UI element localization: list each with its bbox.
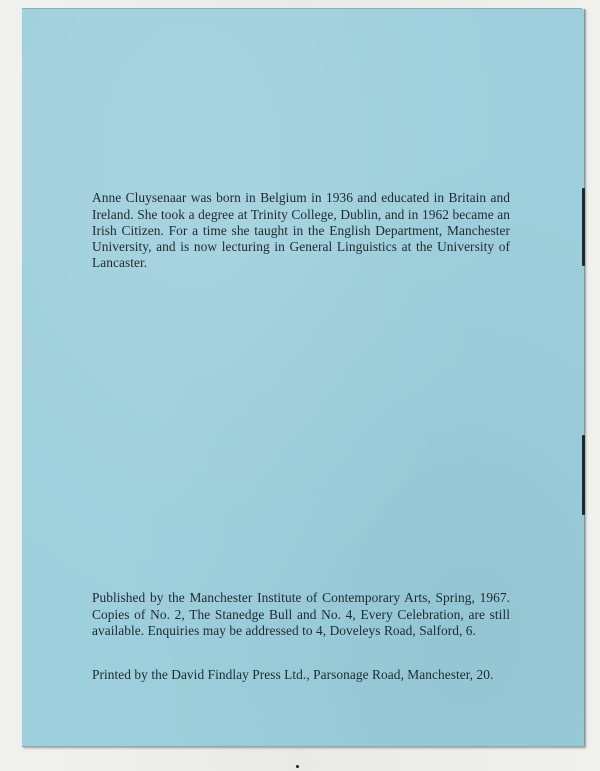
staple-top — [582, 188, 585, 266]
author-bio: Anne Cluysenaar was born in Belgium in 1936 and educated in Britain and Ireland. She took a degree at Trinity College, Dublin, and in 1962 became an Irish Citizen. For a time she taught in the English Department, Manchester University, and is now lecturing in General Linguistics at the University of Lancaster. — [92, 190, 510, 271]
ink-speck — [296, 765, 299, 768]
publisher-note: Published by the Manchester Institute of Contemporary Arts, Spring, 1967. Copies of No. 2, The Stanedge Bull and No. 4, Every Celebration, are still available. Enquiries may be addressed to 4, Doveleys Road, Salford, 6. — [92, 590, 510, 638]
printer-note: Printed by the David Findlay Press Ltd., Parsonage Road, Manchester, 20. — [92, 667, 494, 683]
staple-bottom — [582, 435, 585, 515]
